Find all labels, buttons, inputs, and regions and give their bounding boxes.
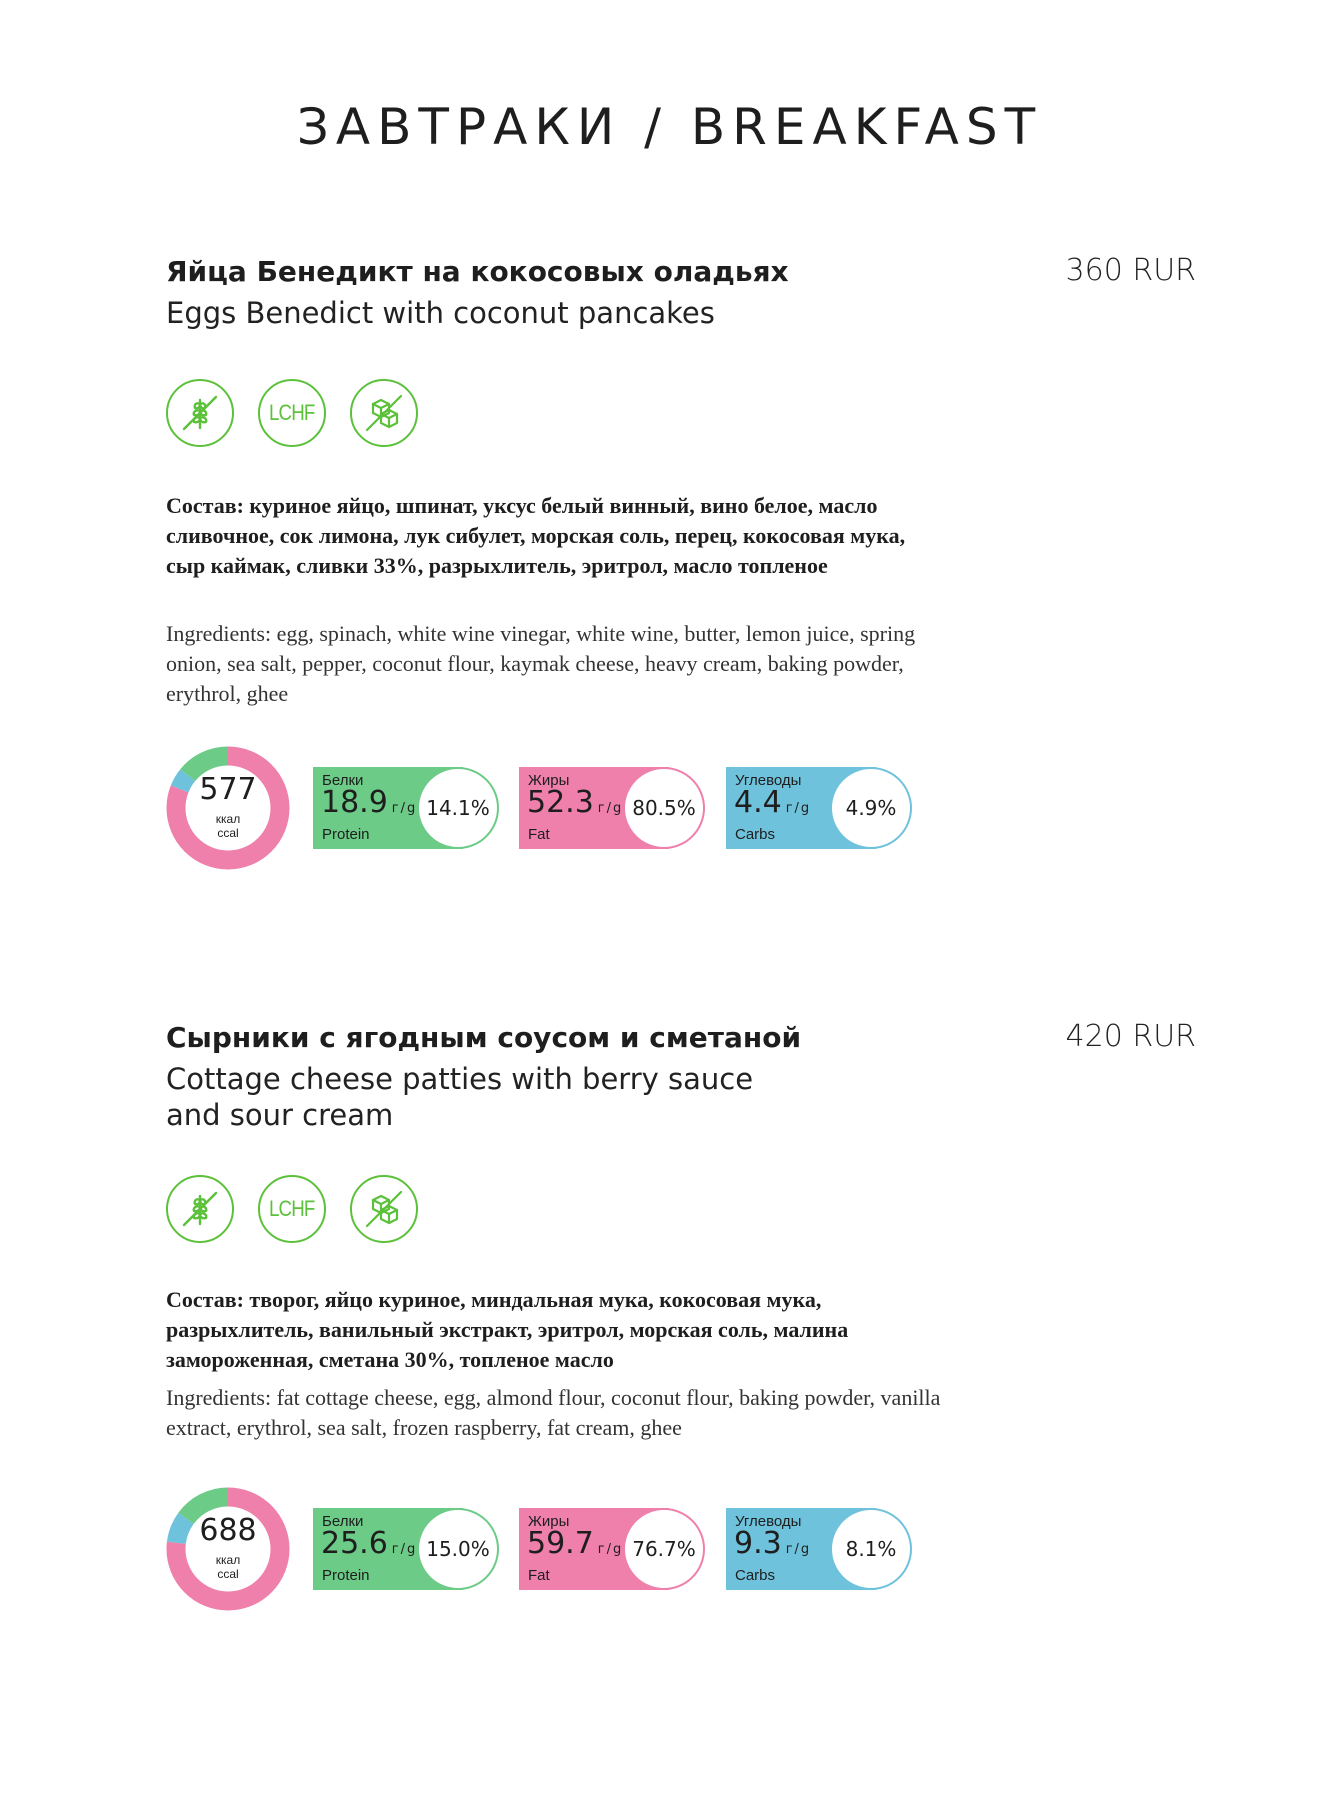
dish-price: 420 RUR — [1065, 1019, 1196, 1054]
macro-grams — [527, 785, 623, 820]
macro-percent: 8.1% — [830, 1508, 912, 1590]
macro-grams-value: 59.7 — [527, 1526, 594, 1561]
sugar-free-icon — [350, 379, 418, 447]
macro-unit: г/g — [785, 801, 812, 816]
ingredients-ru: Состав: куриное яйцо, шпинат, уксус белый винный, вино белое, масло сливочное, сок лимона, лук сибулет, морская соль, перец, кокосовая мука, сыр каймак, сливки 33%, разрыхлитель, эритрол, масло топленое — [166, 493, 906, 578]
macro-unit: г/g — [785, 1542, 812, 1557]
macro-percent: 14.1% — [417, 767, 499, 849]
macro-percent: 15.0% — [417, 1508, 499, 1590]
gluten-free-icon — [166, 379, 234, 447]
macro-label-en: Fat — [528, 1567, 550, 1584]
macro-unit: г/g — [391, 1542, 418, 1557]
macro-label-ru: Белки — [322, 772, 364, 789]
macro-grams — [734, 1526, 811, 1561]
macro-fat — [519, 1508, 705, 1590]
macro-label-ru: Белки — [322, 1513, 364, 1530]
dish-name-en — [166, 1061, 786, 1133]
kcal-unit — [166, 1553, 290, 1581]
macro-grams-value: 4.4 — [734, 785, 782, 820]
macro-grams-value: 9.3 — [734, 1526, 782, 1561]
sugar-free-icon — [350, 1175, 418, 1243]
macro-label-en: Protein — [322, 826, 370, 843]
macro-grams-value: 18.9 — [321, 785, 388, 820]
macro-grams — [527, 1526, 623, 1561]
ingredients-en: Ingredients: fat cottage cheese, egg, almond flour, coconut flour, baking powder, vanilla extract, erythrol, sea salt, frozen raspberry, fat cream, ghee — [166, 1385, 941, 1440]
macro-protein — [313, 767, 499, 849]
macro-percent: 76.7% — [623, 1508, 705, 1590]
macro-grams-value: 25.6 — [321, 1526, 388, 1561]
kcal-unit-ru: ккал — [215, 1553, 241, 1567]
diet-badges — [166, 1175, 418, 1243]
gluten-free-icon — [166, 1175, 234, 1243]
page-title: ЗАВТРАКИ / BREAKFAST — [296, 98, 1043, 156]
kcal-unit-en: ccal — [217, 1567, 239, 1581]
kcal-unit-en: ccal — [217, 826, 239, 840]
macro-protein — [313, 1508, 499, 1590]
nutrition-panel — [166, 746, 966, 870]
macro-label-en: Carbs — [735, 1567, 776, 1584]
calorie-donut — [166, 1487, 290, 1611]
macro-label-ru: Жиры — [528, 1513, 570, 1530]
lchf-icon — [258, 379, 326, 447]
macro-label-en: Protein — [322, 1567, 370, 1584]
macro-fat — [519, 767, 705, 849]
lchf-label: LCHF — [269, 1196, 315, 1221]
ingredients-ru: Состав: творог, яйцо куриное, миндальная мука, кокосовая мука, разрыхлитель, ванильный экстракт, эритрол, морская соль, малина замороженная, сметана 30%, топленое масло — [166, 1287, 849, 1372]
dish-name-en-line: Cottage cheese patties with berry sauce — [166, 1062, 754, 1096]
diet-badges — [166, 379, 418, 447]
macro-grams-value: 52.3 — [527, 785, 594, 820]
macro-grams — [734, 785, 811, 820]
kcal-unit — [166, 812, 290, 840]
macro-grams — [321, 1526, 417, 1561]
macro-unit: г/g — [597, 801, 624, 816]
nutrition-panel — [166, 1487, 966, 1611]
dish-name-en: Eggs Benedict with coconut pancakes — [166, 296, 715, 330]
macro-label-ru: Углеводы — [735, 1513, 802, 1530]
macro-unit: г/g — [391, 801, 418, 816]
macro-unit: г/g — [597, 1542, 624, 1557]
macro-label-en: Fat — [528, 826, 550, 843]
macro-carbs — [726, 1508, 912, 1590]
kcal-value: 688 — [199, 1513, 257, 1548]
macro-percent: 80.5% — [623, 767, 705, 849]
kcal-value: 577 — [199, 772, 257, 807]
lchf-icon — [258, 1175, 326, 1243]
macro-carbs — [726, 767, 912, 849]
dish-name-en-line: and sour cream — [166, 1098, 394, 1132]
dish-price: 360 RUR — [1065, 253, 1196, 288]
kcal-unit-ru: ккал — [215, 812, 241, 826]
macro-label-en: Carbs — [735, 826, 776, 843]
lchf-label: LCHF — [269, 400, 315, 425]
ingredients-en: Ingredients: egg, spinach, white wine vinegar, white wine, butter, lemon juice, spring onion, sea salt, pepper, coconut flour, kaymak cheese, heavy cream, baking powder, erythrol, ghee — [166, 621, 916, 706]
macro-label-ru: Жиры — [528, 772, 570, 789]
macro-percent: 4.9% — [830, 767, 912, 849]
dish-name-ru: Сырники с ягодным соусом и сметаной — [166, 1021, 802, 1054]
macro-label-ru: Углеводы — [735, 772, 802, 789]
dish-name-ru: Яйца Бенедикт на кокосовых оладьях — [166, 255, 789, 288]
macro-grams — [321, 785, 417, 820]
calorie-donut — [166, 746, 290, 870]
